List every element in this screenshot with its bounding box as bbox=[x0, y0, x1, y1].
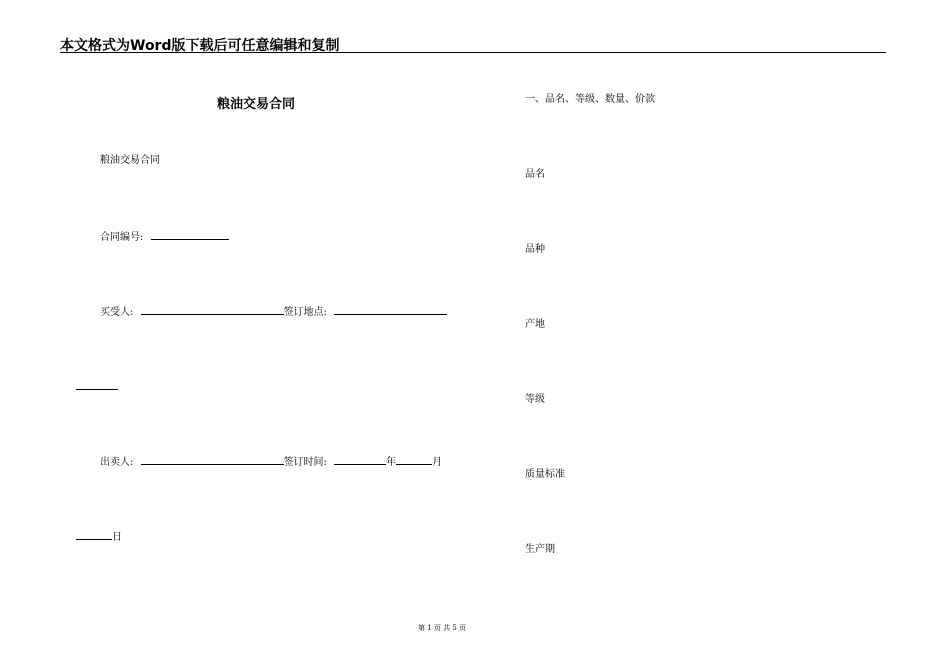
seller-blank bbox=[141, 454, 284, 465]
item-variety: 品种 bbox=[525, 244, 545, 255]
contract-number-blank bbox=[151, 229, 229, 240]
sign-place-label: 签订地点: bbox=[283, 307, 327, 318]
month-blank bbox=[396, 454, 432, 465]
contract-number-row bbox=[100, 229, 229, 245]
page-footer: 第 1 页 共 5 页 bbox=[417, 624, 467, 632]
item-grade: 等级 bbox=[525, 394, 545, 405]
buyer-blank bbox=[141, 304, 284, 315]
buyer-row bbox=[100, 304, 447, 320]
item-product-name: 品名 bbox=[525, 169, 545, 180]
day-label: 日 bbox=[112, 532, 122, 543]
year-blank bbox=[334, 454, 386, 465]
year-label: 年 bbox=[386, 457, 397, 468]
document-title: 粮油交易合同 bbox=[217, 97, 296, 112]
month-label: 月 bbox=[432, 457, 443, 468]
subtitle: 粮油交易合同 bbox=[100, 155, 160, 166]
section-title: 一、品名、等级、数量、价款 bbox=[525, 94, 655, 105]
sign-place-blank bbox=[334, 304, 447, 315]
contract-number-label: 合同编号: bbox=[100, 232, 144, 243]
sign-time-label: 签订时间: bbox=[283, 457, 327, 468]
item-quality-standard: 质量标准 bbox=[525, 469, 565, 480]
buyer-continuation bbox=[76, 379, 118, 395]
sign-place-blank-continued bbox=[76, 379, 118, 390]
item-production-date: 生产期 bbox=[525, 544, 555, 555]
day-blank bbox=[76, 529, 112, 540]
document-header: 本文格式为Word版下载后可任意编辑和复制 bbox=[60, 38, 340, 54]
day-row bbox=[76, 529, 122, 545]
buyer-label: 买受人: bbox=[100, 307, 134, 318]
item-origin: 产地 bbox=[525, 319, 545, 330]
seller-label: 出卖人: bbox=[100, 457, 134, 468]
header-divider bbox=[60, 52, 886, 53]
seller-row bbox=[100, 454, 442, 470]
